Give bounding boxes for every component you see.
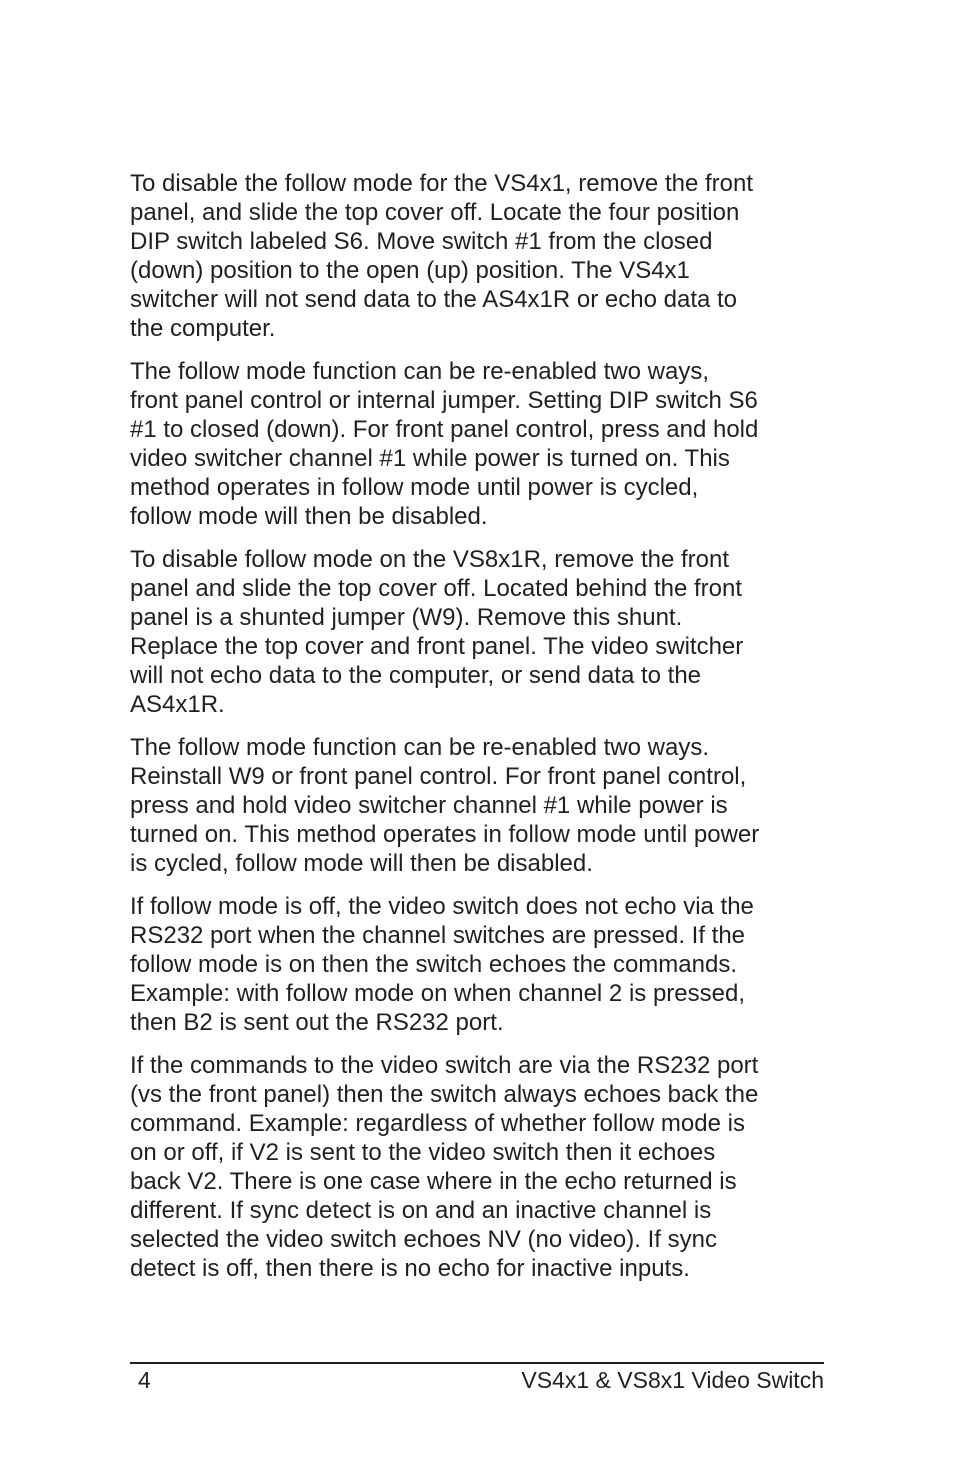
text-line: video switcher channel #1 while power is turned on. This: [130, 445, 730, 472]
text-line: panel and slide the top cover off. Located behind the front: [130, 575, 742, 602]
document-title: VS4x1 & VS8x1 Video Switch: [521, 1367, 824, 1393]
text-line: switcher will not send data to the AS4x1R or echo data to: [130, 286, 738, 313]
text-line: The follow mode function can be re-enabled two ways.: [130, 734, 709, 761]
paragraph-disable-vs4x1: [130, 169, 830, 343]
footer-divider: [130, 1362, 824, 1364]
text-line: If the commands to the video switch are via the RS232 port: [130, 1052, 759, 1079]
text-line: will not echo data to the computer, or send data to the: [130, 662, 702, 689]
text-line: To disable the follow mode for the VS4x1, remove the front: [130, 170, 754, 197]
text-line: method operates in follow mode until power is cycled,: [130, 474, 699, 501]
text-line: then B2 is sent out the RS232 port.: [130, 1009, 504, 1036]
text-line: To disable follow mode on the VS8x1R, remove the front: [130, 546, 729, 573]
text-line: the computer.: [130, 315, 276, 342]
text-line: on or off, if V2 is sent to the video switch then it echoes: [130, 1139, 716, 1166]
paragraph-disable-vs8x1r: [130, 545, 830, 719]
page-number: 4: [138, 1367, 151, 1393]
text-line: The follow mode function can be re-enabled two ways,: [130, 358, 709, 385]
text-line: #1 to closed (down). For front panel control, press and hold: [130, 416, 759, 443]
text-line: (vs the front panel) then the switch always echoes back the: [130, 1081, 759, 1108]
text-line: command. Example: regardless of whether follow mode is: [130, 1110, 745, 1137]
text-line: panel, and slide the top cover off. Locate the four position: [130, 199, 740, 226]
text-line: If follow mode is off, the video switch does not echo via the: [130, 893, 754, 920]
text-line: RS232 port when the channel switches are pressed. If the: [130, 922, 746, 949]
paragraph-reenable-vs4x1: [130, 357, 830, 531]
text-line: AS4x1R.: [130, 691, 225, 718]
text-line: Reinstall W9 or front panel control. For front panel control,: [130, 763, 747, 790]
text-line: follow mode will then be disabled.: [130, 503, 488, 530]
text-line: follow mode is on then the switch echoes the commands.: [130, 951, 737, 978]
text-line: different. If sync detect is on and an inactive channel is: [130, 1197, 712, 1224]
text-line: panel is a shunted jumper (W9). Remove this shunt.: [130, 604, 683, 631]
text-line: front panel control or internal jumper. Setting DIP switch S6: [130, 387, 758, 414]
text-line: Example: with follow mode on when channel 2 is pressed,: [130, 980, 745, 1007]
paragraph-reenable-vs8x1r: [130, 733, 830, 878]
text-line: turned on. This method operates in follow mode until power: [130, 821, 760, 848]
page-body: [130, 169, 830, 1297]
text-line: back V2. There is one case where in the echo returned is: [130, 1168, 737, 1195]
text-line: Replace the top cover and front panel. The video switcher: [130, 633, 744, 660]
text-line: is cycled, follow mode will then be disabled.: [130, 850, 593, 877]
paragraph-follow-mode-echo: [130, 892, 830, 1037]
text-line: DIP switch labeled S6. Move switch #1 from the closed: [130, 228, 713, 255]
text-line: selected the video switch echoes NV (no video). If sync: [130, 1226, 717, 1253]
text-line: detect is off, then there is no echo for inactive inputs.: [130, 1255, 690, 1282]
text-line: press and hold video switcher channel #1 while power is: [130, 792, 728, 819]
text-line: (down) position to the open (up) position. The VS4x1: [130, 257, 690, 284]
paragraph-rs232-echo: [130, 1051, 830, 1283]
